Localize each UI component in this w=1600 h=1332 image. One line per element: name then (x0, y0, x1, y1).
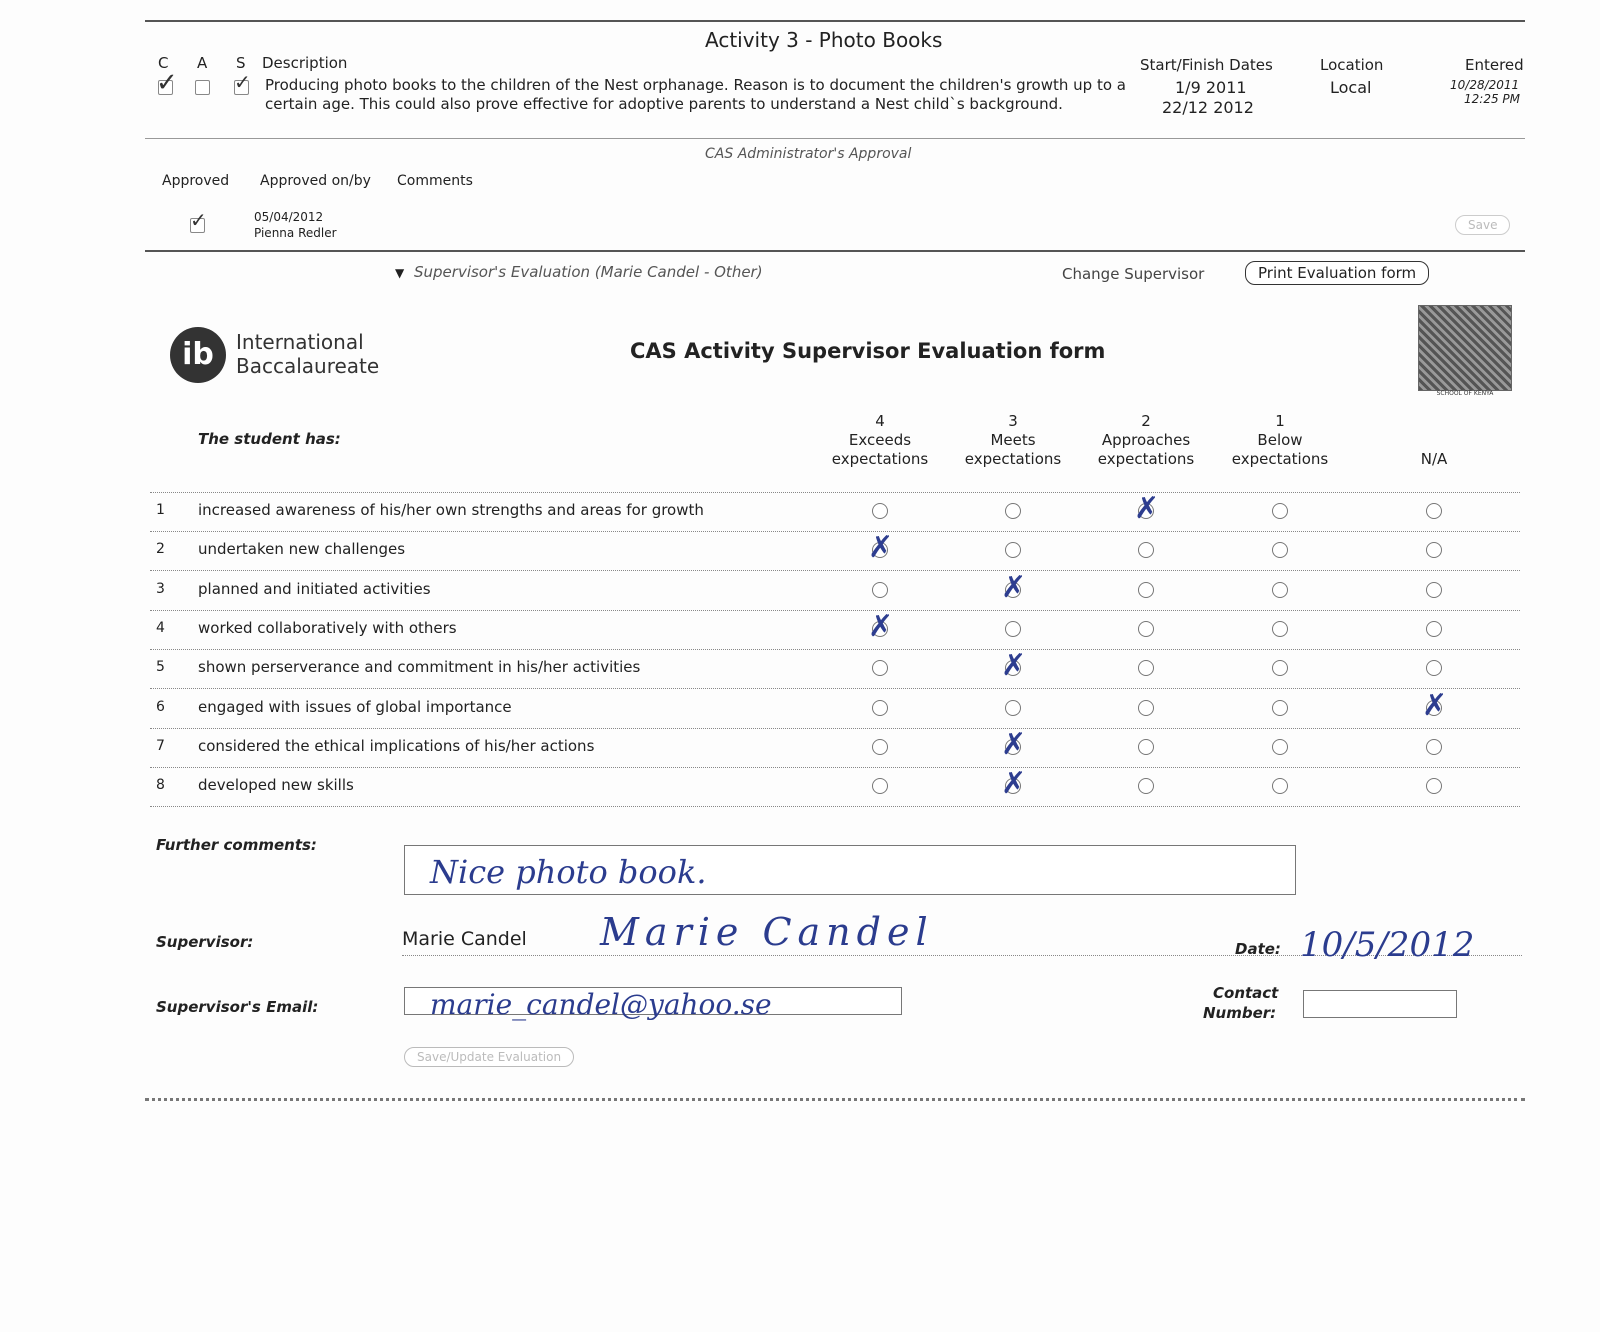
criteria-number: 6 (156, 698, 165, 715)
rating-radio[interactable] (872, 503, 888, 519)
rating-radio[interactable] (1272, 621, 1288, 637)
approved-label: Approved (162, 173, 230, 189)
row-divider (150, 531, 1520, 532)
column-header-line1 (1369, 431, 1499, 450)
rating-radio[interactable] (872, 660, 888, 676)
finish-date: 22/12 2012 (1162, 98, 1254, 117)
row-divider (150, 610, 1520, 611)
entered-time: 12:25 PM (1464, 92, 1520, 106)
activity-description: Producing photo books to the children of the Nest orphanage. Reason is to document the children's growth up to a certain age. This could also prove effective for adoptive parents to understand a Nest child`s background. (265, 76, 1126, 113)
rating-radio[interactable] (1426, 739, 1442, 755)
rating-radio[interactable] (872, 739, 888, 755)
row-divider (150, 570, 1520, 571)
contact-number-field[interactable] (1303, 990, 1457, 1018)
rating-radio[interactable] (1426, 582, 1442, 598)
selected-x-mark-icon: ✗ (1422, 687, 1448, 723)
table-rule (150, 492, 1520, 493)
approval-save-button[interactable]: Save (1455, 215, 1510, 235)
rating-radio[interactable] (1138, 660, 1154, 676)
rating-column-header (815, 412, 945, 469)
form-title: CAS Activity Supervisor Evaluation form (630, 339, 1106, 363)
column-header-line2: expectations (1097, 450, 1195, 468)
column-header-line2: N/A (1420, 450, 1448, 468)
ib-logo-icon: ib (170, 327, 226, 383)
approved-check-icon: ✓ (190, 208, 207, 232)
location-label: Location (1320, 56, 1384, 74)
print-evaluation-button[interactable]: Print Evaluation form (1245, 261, 1429, 285)
entered-date: 10/28/2011 (1450, 78, 1520, 92)
criteria-label: considered the ethical implications of his/her actions (198, 736, 595, 755)
criteria-number: 5 (156, 659, 165, 676)
collapse-triangle-icon[interactable]: ▼ (395, 266, 405, 280)
logo-line1: International (236, 330, 364, 354)
col-a-label: A (197, 54, 208, 72)
rating-radio[interactable] (1138, 621, 1154, 637)
column-header-num: 3 (1008, 412, 1018, 430)
rating-column-header (948, 412, 1078, 469)
approval-title: CAS Administrator's Approval (705, 146, 912, 162)
rating-radio[interactable] (1272, 542, 1288, 558)
header-rule (145, 138, 1525, 139)
rating-radio[interactable] (1272, 503, 1288, 519)
criteria-number: 1 (156, 502, 165, 518)
rating-radio[interactable] (872, 700, 888, 716)
criteria-number: 8 (156, 777, 165, 794)
rating-radio[interactable] (1426, 621, 1442, 637)
start-date: 1/9 2011 (1175, 78, 1247, 97)
rating-column-header (1081, 412, 1211, 469)
row-divider (150, 688, 1520, 689)
supervisor-name: Marie Candel (402, 928, 527, 950)
rating-radio[interactable] (1138, 778, 1154, 794)
approved-by: Pienna Redler (254, 226, 337, 240)
dates-label: Start/Finish Dates (1140, 56, 1273, 74)
criteria-number: 2 (156, 541, 165, 558)
student-has-label: The student has: (198, 430, 341, 448)
criteria-label: increased awareness of his/her own strengths and areas for growth (198, 501, 704, 519)
selected-x-mark-icon: ✗ (1001, 569, 1027, 605)
email-value: marie_candel@yahoo.se (430, 988, 772, 1021)
selected-x-mark-icon: ✗ (868, 608, 894, 644)
approved-on-by-label: Approved on/by (260, 173, 371, 189)
row-divider (150, 649, 1520, 650)
rating-radio[interactable] (872, 778, 888, 794)
entered-label: Entered (1465, 56, 1524, 74)
approved-date: 05/04/2012 (254, 210, 324, 224)
rating-radio[interactable] (1138, 582, 1154, 598)
stamp-caption: SCHOOL OF KENYA (1436, 390, 1494, 397)
rating-column-header (1369, 412, 1499, 469)
school-stamp-icon (1418, 305, 1512, 391)
further-comments-label: Further comments: (156, 836, 317, 854)
row-divider (150, 728, 1520, 729)
column-header-num: 2 (1141, 412, 1151, 430)
rating-radio[interactable] (1426, 778, 1442, 794)
rating-radio[interactable] (1272, 700, 1288, 716)
change-supervisor-link[interactable]: Change Supervisor (1062, 265, 1205, 283)
rating-radio[interactable] (1005, 542, 1021, 558)
approval-rule (145, 250, 1525, 252)
number-label: Number: (1203, 1004, 1277, 1022)
rating-radio[interactable] (1272, 582, 1288, 598)
rating-radio[interactable] (1272, 778, 1288, 794)
bottom-rule (145, 1098, 1525, 1101)
comments-label: Comments (397, 173, 473, 189)
description-label: Description (262, 54, 348, 72)
criteria-label: undertaken new challenges (198, 540, 406, 559)
rating-radio[interactable] (1005, 503, 1021, 519)
further-comments-text: Nice photo book. (430, 853, 707, 891)
rating-radio[interactable] (1005, 621, 1021, 637)
rating-column-header (1215, 412, 1345, 469)
rating-radio[interactable] (1138, 700, 1154, 716)
a-checkbox[interactable] (195, 80, 210, 95)
criteria-label: shown perserverance and commitment in his/her activities (198, 658, 641, 677)
rating-radio[interactable] (1138, 542, 1154, 558)
rating-radio[interactable] (1426, 503, 1442, 519)
contact-label: Contact (1213, 984, 1279, 1002)
column-header-num (1369, 412, 1499, 431)
activity-title: Activity 3 - Photo Books (705, 28, 943, 52)
rating-radio[interactable] (1138, 739, 1154, 755)
col-s-label: S (236, 54, 246, 72)
criteria-number: 4 (156, 619, 165, 636)
column-header-line2: expectations (1231, 450, 1329, 468)
criteria-label: developed new skills (198, 776, 354, 795)
criteria-number: 7 (156, 737, 165, 754)
date-label: Date: (1235, 940, 1281, 958)
criteria-label: engaged with issues of global importance (198, 697, 512, 716)
column-header-line2: expectations (964, 450, 1062, 468)
row-divider (150, 806, 1520, 807)
selected-x-mark-icon: ✗ (1001, 766, 1027, 802)
rating-radio[interactable] (1426, 660, 1442, 676)
selected-x-mark-icon: ✗ (868, 530, 894, 566)
selected-x-mark-icon: ✗ (1001, 726, 1027, 762)
rating-radio[interactable] (1426, 542, 1442, 558)
supervisor-evaluation-toggle[interactable]: Supervisor's Evaluation (Marie Candel - Other) (414, 263, 763, 281)
rating-radio[interactable] (1272, 660, 1288, 676)
criteria-label: planned and initiated activities (198, 579, 431, 598)
supervisor-signature: Marie Candel (600, 910, 934, 954)
criteria-label: worked collaboratively with others (198, 618, 457, 637)
location-value: Local (1330, 78, 1372, 97)
top-rule (145, 20, 1525, 22)
c-check-icon: ✓ (156, 68, 178, 98)
column-header-line1: Approaches (1101, 431, 1191, 449)
rating-radio[interactable] (1272, 739, 1288, 755)
column-header-line1: Below (1257, 431, 1303, 449)
selected-x-mark-icon: ✗ (1001, 648, 1027, 684)
criteria-number: 3 (156, 580, 165, 597)
logo-line2: Baccalaureate (236, 354, 380, 378)
save-update-evaluation-button[interactable]: Save/Update Evaluation (404, 1047, 574, 1067)
supervisor-label: Supervisor: (156, 933, 254, 951)
email-label: Supervisor's Email: (156, 998, 319, 1016)
column-header-line1: Exceeds (848, 431, 912, 449)
column-header-line2: expectations (831, 450, 929, 468)
s-check-icon: ✓ (234, 70, 251, 94)
column-header-num: 4 (875, 412, 885, 430)
row-divider (150, 767, 1520, 768)
column-header-num: 1 (1275, 412, 1285, 430)
rating-radio[interactable] (872, 582, 888, 598)
selected-x-mark-icon: ✗ (1134, 491, 1160, 526)
date-value: 10/5/2012 (1300, 925, 1475, 965)
column-header-line1: Meets (990, 431, 1036, 449)
col-c-label: C (158, 54, 169, 72)
rating-radio[interactable] (1005, 700, 1021, 716)
